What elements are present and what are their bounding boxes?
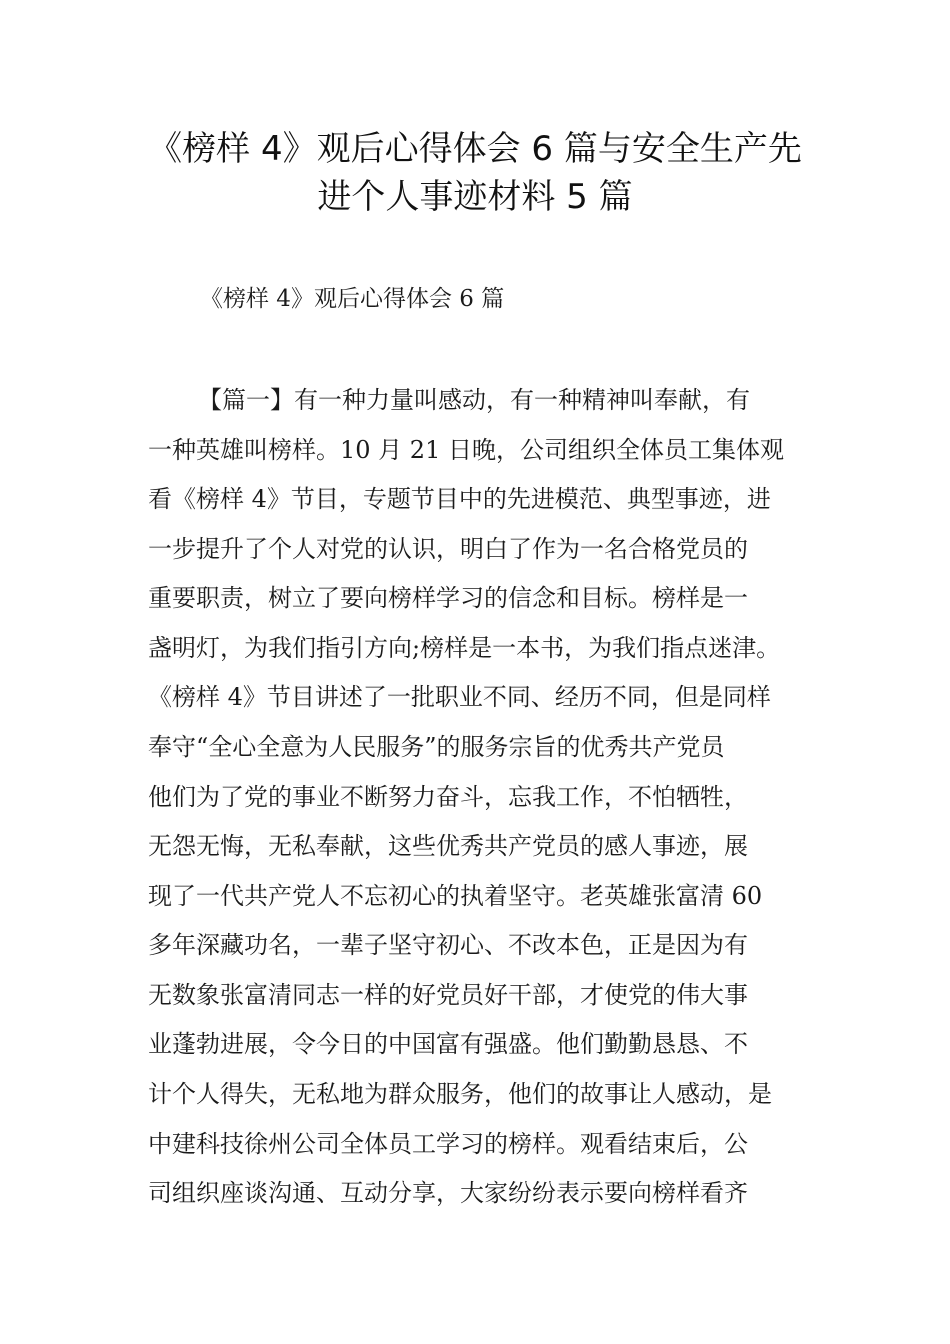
paragraph-line: 看《榜样 4》节目，专题节目中的先进模范、典型事迹，进 [148, 485, 771, 513]
paragraph-line: 【篇一】有一种力量叫感动，有一种精神叫奉献，有 [198, 386, 750, 414]
paragraph-line: 业蓬勃进展，令今日的中国富有强盛。他们勤勤恳恳、不 [148, 1030, 748, 1058]
paragraph-line: 司组织座谈沟通、互动分享，大家纷纷表示要向榜样看齐 [148, 1179, 748, 1207]
paragraph-line: 现了一代共产党人不忘初心的执着坚守。老英雄张富清 60 [148, 882, 763, 910]
section-heading: 《榜样 4》观后心得体会 6 篇 [200, 286, 505, 312]
paragraph-line: 盏明灯，为我们指引方向;榜样是一本书，为我们指点迷津。 [148, 634, 781, 662]
paragraph-line: 《榜样 4》节目讲述了一批职业不同、经历不同，但是同样 [148, 683, 771, 711]
paragraph-line: 中建科技徐州公司全体员工学习的榜样。观看结束后，公 [148, 1130, 748, 1158]
paragraph-line: 计个人得失，无私地为群众服务，他们的故事让人感动，是 [148, 1080, 772, 1108]
paragraph-line: 一种英雄叫榜样。10 月 21 日晚，公司组织全体员工集体观 [148, 436, 784, 464]
paragraph-line: 多年深藏功名，一辈子坚守初心、不改本色，正是因为有 [148, 931, 748, 959]
paragraph-line: 重要职责，树立了要向榜样学习的信念和目标。榜样是一 [148, 584, 748, 612]
document-title-line-2: 进个人事迹材料 5 篇 [317, 177, 633, 217]
paragraph-line: 一步提升了个人对党的认识，明白了作为一名合格党员的 [148, 535, 748, 563]
document-title-line-1: 《榜样 4》观后心得体会 6 篇与安全生产先 [148, 129, 802, 169]
paragraph-line: 无怨无悔，无私奉献，这些优秀共产党员的感人事迹，展 [148, 832, 748, 860]
paragraph-line: 奉守“全心全意为人民服务”的服务宗旨的优秀共产党员 [148, 733, 725, 761]
paragraph-line: 他们为了党的事业不断努力奋斗，忘我工作，不怕牺牲， [148, 783, 748, 811]
paragraph-line: 无数象张富清同志一样的好党员好干部，才使党的伟大事 [148, 981, 748, 1009]
